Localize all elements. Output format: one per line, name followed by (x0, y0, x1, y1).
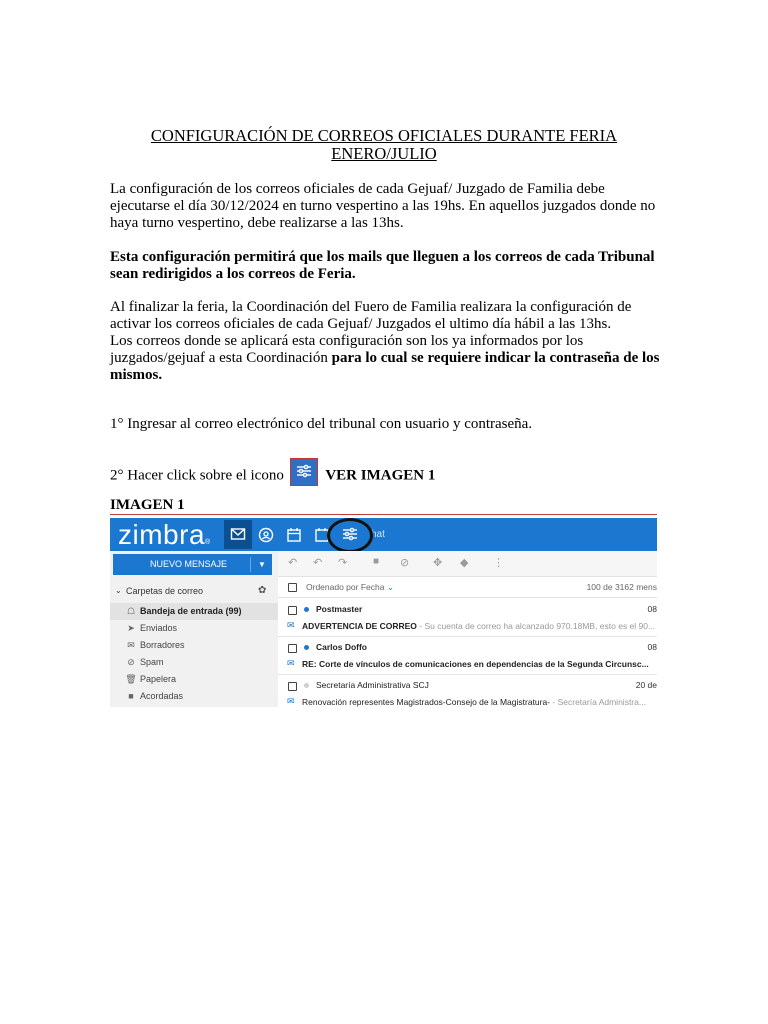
folder-label: Spam (140, 657, 164, 667)
unread-dot-icon (304, 645, 309, 650)
forward-icon[interactable]: ↷ (338, 557, 348, 569)
unread-dot-icon (304, 607, 309, 612)
message-date: 08 (647, 604, 657, 614)
sidebar-item-borradores[interactable] (110, 637, 278, 654)
message-subject: ADVERTENCIA DE CORREO - Su cuenta de correo ha alcanzado 970.18MB, esto es el 90... (302, 621, 656, 631)
gear-icon[interactable]: ✿ (258, 585, 267, 596)
message-sender: Postmaster (316, 604, 363, 614)
folder-label: Bandeja de entrada (99) (140, 606, 242, 616)
title-line-2: ENERO/JULIO (331, 144, 437, 163)
paragraph-2-bold: Esta configuración permitirá que los mails que lleguen a los correos de cada Tribunal sean redirigidos a los correos de Feria. (110, 249, 655, 282)
sidebar-item-papelera[interactable] (110, 671, 278, 688)
paragraph-3-line-2: Los correos donde se aplicará esta configuración son los ya informados por los juzgados/gejuaf a esta Coordinación (110, 333, 584, 366)
chat-tab[interactable]: hat (371, 529, 385, 540)
message-checkbox[interactable] (288, 606, 297, 615)
title-line-1: CONFIGURACIÓN DE CORREOS OFICIALES DURANTE FERIA (150, 126, 618, 145)
paragraph-3-line-1: Al finalizar la feria, la Coordinación del Fuero de Familia realizara la configuración de activar los correos oficiales de cada Gejuaf/ Juzgados el ultimo día hábil a las 13hs. (110, 299, 632, 332)
calendar-tab-icon[interactable] (280, 520, 308, 549)
message-row[interactable] (278, 636, 657, 675)
message-checkbox[interactable] (288, 644, 297, 653)
mail-tab-icon[interactable] (224, 520, 252, 549)
zimbra-sidebar (110, 551, 278, 707)
message-row[interactable] (278, 674, 657, 707)
sidebar-item-bandeja[interactable] (110, 603, 278, 620)
chevron-down-icon[interactable]: ⌄ (115, 586, 122, 595)
inbox-icon: ☖ (126, 606, 136, 616)
image-caption: IMAGEN 1 (110, 497, 185, 513)
folder-label: Acordadas (140, 691, 184, 701)
step-2-text: 2° Hacer click sobre el icono (110, 467, 284, 484)
sort-dropdown[interactable]: Ordenado por Fecha ⌄ (306, 582, 394, 592)
step-1: 1° Ingresar al correo electrónico del tribunal con usuario y contraseña. (110, 416, 533, 432)
folder-label: Enviados (140, 623, 178, 633)
envelope-icon: ✉ (287, 658, 295, 668)
sidebar-item-enviados[interactable] (110, 620, 278, 637)
paragraph-3-bold: para lo cual se requiere indicar la contraseña de los mismos. (110, 350, 660, 383)
zimbra-logo: zimbra® (118, 519, 211, 550)
new-message-button[interactable]: NUEVO MENSAJE ▼ (113, 554, 272, 575)
zimbra-top-bar (110, 518, 657, 551)
message-checkbox[interactable] (288, 682, 297, 691)
tag-icon[interactable]: ◆ (460, 557, 469, 569)
message-row[interactable] (278, 598, 657, 637)
message-list-pane (278, 551, 657, 707)
select-all-checkbox[interactable] (288, 583, 297, 592)
message-date: 08 (647, 642, 657, 652)
step-2 (110, 462, 662, 490)
spam-icon: ⊘ (127, 657, 135, 667)
message-subject: RE: Corte de vínculos de comunicaciones en dependencias de la Segunda Circunsc... (302, 659, 649, 669)
message-sender: Secretaría Administrativa SCJ (316, 680, 429, 690)
envelope-icon: ✉ (287, 696, 295, 706)
folders-header[interactable]: ⌄ Carpetas de correo ✿ (115, 585, 267, 596)
message-subject: Renovación representes Magistrados-Consejo de la Magistratura- - Secretaría Administra... (302, 697, 646, 707)
paragraph-1: La configuración de los correos oficiales de cada Gejuaf/ Juzgado de Familia debe ejecutarse el día 30/12/2024 en turno vespertino a las 19hs. En aquellos juzgados donde no haya turno vespertino, debe realizarse a las 13hs. (110, 181, 656, 231)
spam-icon[interactable]: ⊘ (400, 557, 410, 569)
delete-icon[interactable]: ■ (373, 556, 380, 567)
sent-icon: ➤ (127, 623, 135, 633)
envelope-icon: ✉ (287, 620, 295, 630)
folder-label: Borradores (140, 640, 185, 650)
message-sender: Carlos Doffo (316, 642, 367, 652)
settings-sliders-icon (290, 458, 318, 486)
folder-icon: ■ (128, 691, 134, 701)
unread-dot-icon (304, 683, 309, 688)
highlight-circle (327, 518, 373, 553)
contacts-tab-icon[interactable] (252, 520, 280, 549)
more-icon[interactable]: ⋮ (493, 557, 504, 569)
mail-toolbar (278, 551, 657, 577)
reply-icon[interactable]: ↶ (288, 557, 298, 569)
paragraph-3 (110, 299, 662, 384)
folder-label: Papelera (140, 674, 177, 684)
drafts-icon: ✉ (127, 640, 135, 650)
zimbra-screenshot (110, 514, 657, 707)
list-header (278, 577, 657, 598)
reply-all-icon[interactable]: ↶ (313, 557, 323, 569)
sidebar-item-spam[interactable] (110, 654, 278, 671)
move-icon[interactable]: ✥ (433, 557, 443, 569)
document-title (110, 127, 658, 163)
message-count: 100 de 3162 mens (586, 582, 657, 592)
trash-icon: 🗑 (125, 674, 137, 684)
sidebar-item-acordadas[interactable] (110, 688, 278, 705)
chevron-down-icon[interactable]: ▼ (258, 560, 266, 569)
message-date: 20 de (635, 680, 657, 690)
step-2-reference: VER IMAGEN 1 (325, 467, 436, 484)
